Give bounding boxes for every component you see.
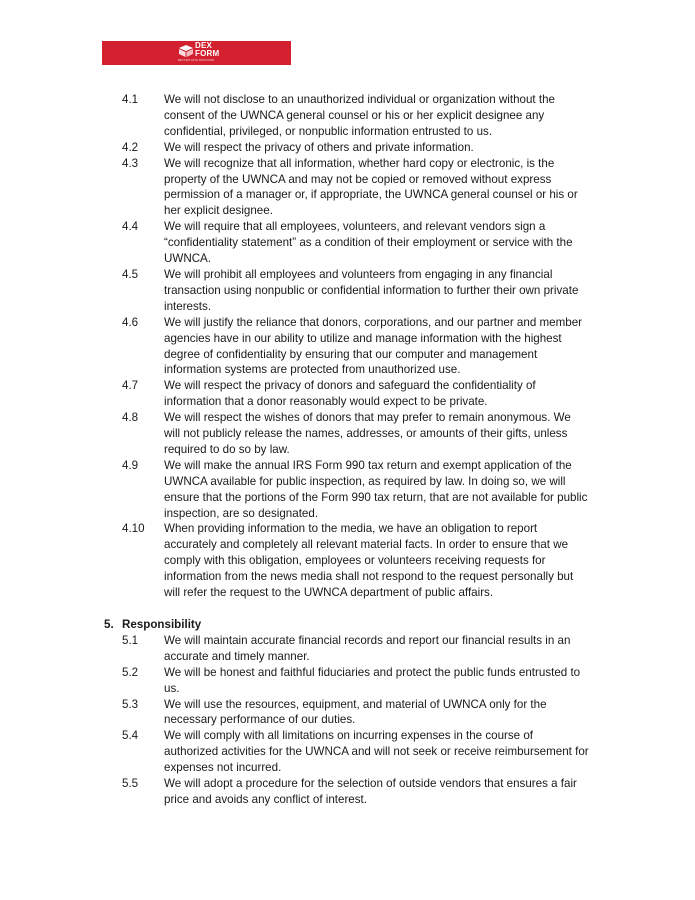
- clause-number: 4.7: [122, 379, 139, 393]
- clause-text: When providing information to the media, we have an obligation to report accurately and completely all relevant material facts. In order to ensure that we comply with this obligation, employees or volunteers receiving requests for information from the news media shall not respond to the request personally but will refer the request to the UWNCA department of public affairs.: [164, 522, 574, 600]
- clause-text: We will justify the reliance that donors, corporations, and our partner and member agencies have in our ability to utilize and manage information with the highest degree of confidentiality by ensuring that our computer and management information systems are protected from unauthorized use.: [164, 315, 583, 377]
- clause-number: 4.6: [122, 315, 139, 329]
- clause-number: 5.1: [122, 633, 139, 647]
- clause-text: We will respect the privacy of others and private information.: [164, 140, 474, 154]
- clause-number: 4.3: [122, 156, 139, 170]
- logo-text: [195, 42, 219, 58]
- clause-4-9: [0, 458, 590, 522]
- clause-text: We will adopt a procedure for the selection of outside vendors that ensures a fair price and avoids any conflict of interest.: [164, 777, 577, 806]
- clause-number: 4.4: [122, 220, 139, 234]
- section-number: 5.: [104, 618, 114, 631]
- clause-4-10: [0, 521, 590, 601]
- clause-text: We will use the resources, equipment, and material of UWNCA only for the necessary performance of our duties.: [164, 697, 547, 727]
- clause-number: 4.1: [122, 93, 139, 106]
- section-title: Responsibility: [122, 618, 202, 631]
- clause-4-5: [0, 267, 590, 315]
- clause-number: 4.5: [122, 267, 139, 281]
- clause-number: 4.8: [122, 411, 139, 425]
- clause-text: We will maintain accurate financial records and report our financial results in an accurate and timely manner.: [164, 633, 571, 663]
- clause-text: We will make the annual IRS Form 990 tax return and exempt application of the UWNCA available for public inspection, as required by law. In doing so, we will ensure that the portions of the Form 990 tax return, that are not available for public inspection, are so designated.: [164, 458, 588, 520]
- clause-text: We will respect the privacy of donors and safeguard the confidentiality of information that a donor reasonably would expect to be private.: [164, 379, 536, 409]
- clause-5-3: [0, 697, 590, 729]
- clause-4-8: [0, 410, 590, 458]
- clause-number: 5.5: [122, 777, 139, 791]
- clause-4-2: [0, 140, 590, 156]
- document-body: [0, 92, 695, 808]
- logo-box-icon: [178, 44, 194, 58]
- section-4-list: [0, 92, 695, 601]
- clause-4-6: [0, 315, 590, 379]
- clause-text: We will prohibit all employees and volunteers from engaging in any financial transaction using nonpublic or confidential information to further their own private interests.: [164, 267, 579, 313]
- clause-text: We will respect the wishes of donors that may prefer to remain anonymous. We will not publicly release the names, addresses, or amounts of their gifts, unless required to do so by law.: [164, 411, 571, 456]
- clause-4-1: [0, 92, 590, 140]
- clause-number: 4.10: [122, 522, 145, 536]
- clause-5-5: [0, 776, 590, 808]
- clause-number: 5.4: [122, 729, 139, 743]
- section-5-heading: [0, 617, 695, 633]
- header-logo-banner: [102, 41, 291, 65]
- clause-text: We will recognize that all information, whether hard copy or electronic, is the property of the UWNCA and may not be copied or removed without express permission of a manager or, if appropriate, the UWNCA general counsel or his or her explicit designee.: [164, 156, 578, 218]
- clause-text: We will be honest and faithful fiduciaries and protect the public funds entrusted to us.: [164, 665, 581, 695]
- clause-5-1: [0, 633, 590, 665]
- clause-5-2: [0, 665, 590, 697]
- logo-line2: FORM: [195, 49, 220, 58]
- clause-number: 5.2: [122, 665, 139, 679]
- clause-4-7: [0, 378, 590, 410]
- clause-text: We will not disclose to an unauthorized individual or organization without the consent of the UWNCA general counsel or his or her explicit designee any confidential, privileged, or nonpublic information entrusted to us.: [164, 93, 555, 138]
- clause-4-4: [0, 219, 590, 267]
- clause-5-4: [0, 728, 590, 776]
- logo-line1: DEX: [195, 41, 213, 50]
- clause-number: 4.9: [122, 458, 139, 472]
- clause-text: We will comply with all limitations on incurring expenses in the course of authorized activities for the UWNCA and will not seek or receive reimbursement for expenses not incurred.: [164, 729, 589, 775]
- section-5-list: [0, 633, 695, 808]
- clause-number: 4.2: [122, 140, 139, 154]
- clause-4-3: [0, 156, 590, 220]
- logo-tagline: BETTER WITH DEXFORM: [178, 58, 215, 62]
- clause-number: 5.3: [122, 697, 139, 711]
- clause-text: We will require that all employees, volunteers, and relevant vendors sign a “confidentiality statement” as a condition of their employment or service with the UWNCA.: [164, 220, 573, 266]
